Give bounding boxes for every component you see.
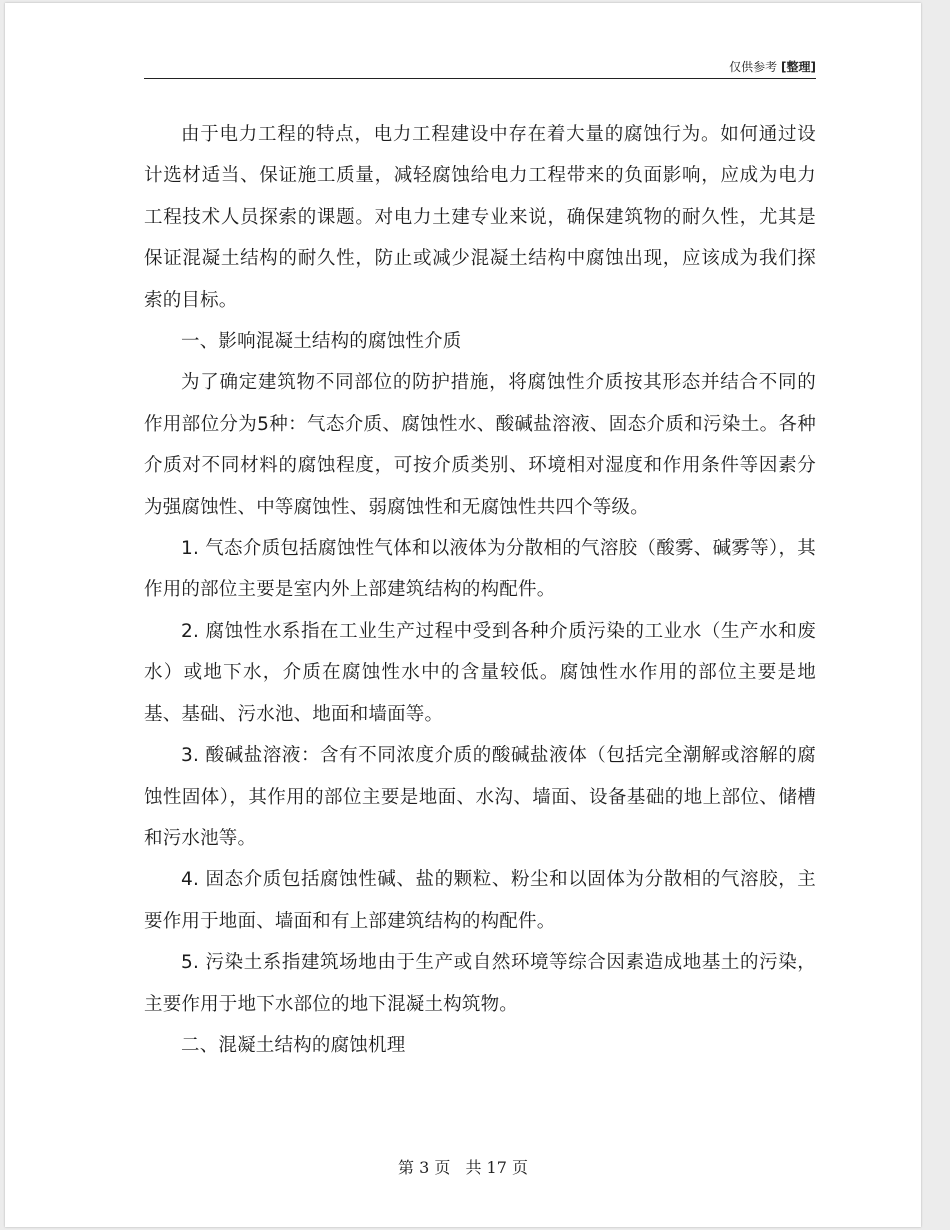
intro-paragraph: 由于电力工程的特点，电力工程建设中存在着大量的腐蚀行为。如何通过设计选材适当、保证施工质量，减轻腐蚀给电力工程带来的负面影响，应成为电力工程技术人员探索的课题。对电力土建专业来说，确保建筑物的耐久性，尤其是保证混凝土结构的耐久性，防止或减少混凝土结构中腐蚀出现，应该成为我们探索的目标。	[144, 124, 816, 311]
section-heading-1: 一、影响混凝土结构的腐蚀性介质	[181, 331, 462, 353]
list-item-2: 2. 腐蚀性水系指在工业生产过程中受到各种介质污染的工业水（生产水和废水）或地下水，介质在腐蚀性水中的含量较低。腐蚀性水作用的部位主要是地基、基础、污水池、地面和墙面等。	[144, 620, 816, 725]
document-page	[5, 3, 921, 1227]
header-tag: [整理]	[781, 60, 816, 74]
list-item-4: 4. 固态介质包括腐蚀性碱、盐的颗粒、粉尘和以固体为分散相的气溶胶，主要作用于地面、墙面和有上部建筑结构的构配件。	[144, 869, 816, 932]
list-item-3: 3. 酸碱盐溶液：含有不同浓度介质的酸碱盐液体（包括完全潮解或溶解的腐蚀性固体），其作用的部位主要是地面、水沟、墙面、设备基础的地上部位、储槽和污水池等。	[144, 745, 816, 849]
page-footer	[5, 1155, 921, 1178]
document-body	[144, 114, 816, 1066]
page-total: 共 17 页	[465, 1158, 528, 1177]
list-item-1: 1. 气态介质包括腐蚀性气体和以液体为分散相的气溶胶（酸雾、碱雾等），其作用的部位主要是室内外上部建筑结构的构配件。	[144, 538, 816, 601]
header-label: 仅供参考	[729, 60, 778, 74]
list-item-5: 5. 污染土系指建筑场地由于生产或自然环境等综合因素造成地基土的污染，主要作用于地下水部位的地下混凝土构筑物。	[144, 952, 816, 1015]
section-1-intro: 为了确定建筑物不同部位的防护措施，将腐蚀性介质按其形态并结合不同的作用部位分为5种：气态介质、腐蚀性水、酸碱盐溶液、固态介质和污染土。各种介质对不同材料的腐蚀程度，可按介质类别、环境相对湿度和作用条件等因素分为强腐蚀性、中等腐蚀性、弱腐蚀性和无腐蚀性共四个等级。	[144, 372, 816, 518]
section-heading-2: 二、混凝土结构的腐蚀机理	[181, 1034, 406, 1056]
page-number: 第 3 页	[398, 1158, 451, 1177]
page-header	[144, 58, 816, 79]
